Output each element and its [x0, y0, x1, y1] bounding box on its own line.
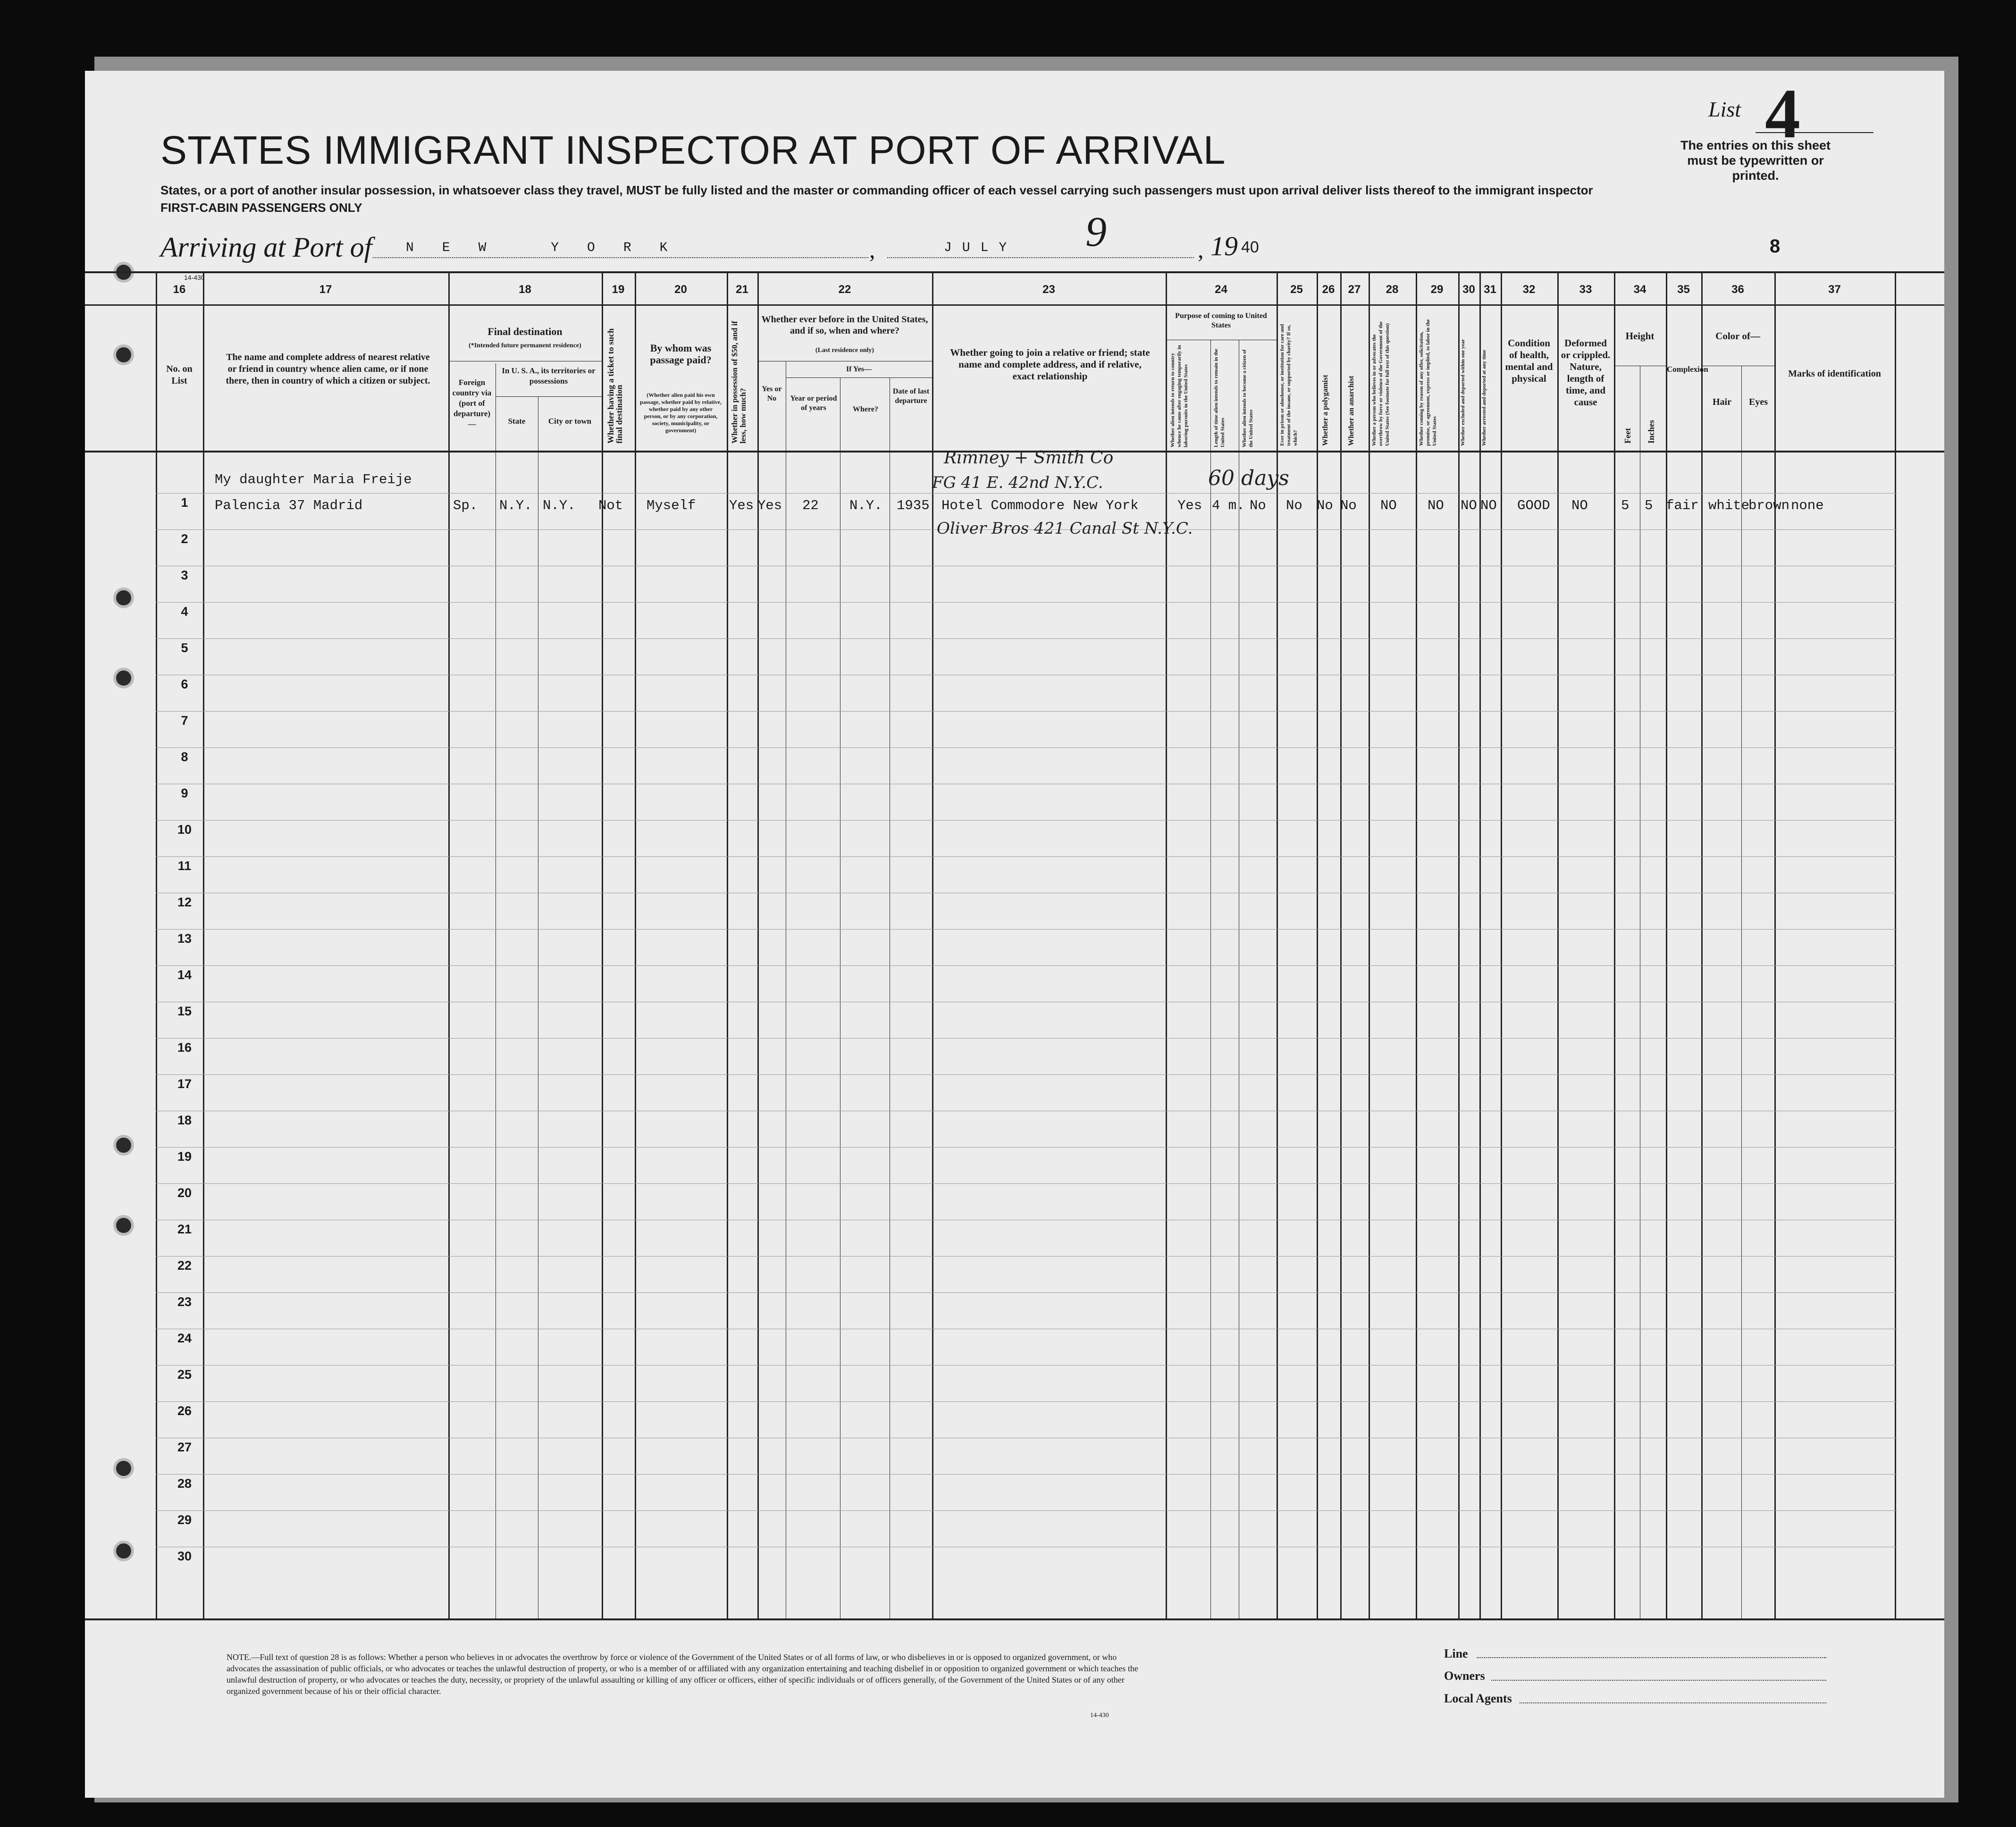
line-underline	[1477, 1657, 1826, 1658]
header-marks: Marks of identification	[1788, 369, 1881, 379]
row-number: 11	[177, 859, 192, 873]
col-line	[1701, 271, 1703, 1618]
binder-hole	[113, 1541, 134, 1561]
ever-before-value: Yes	[757, 498, 782, 513]
overthrow-value: NO	[1380, 498, 1397, 513]
column-number: 37	[1828, 283, 1841, 296]
header-year-period: Year or period of years	[790, 394, 837, 412]
column-number: 27	[1348, 283, 1361, 296]
col-line	[448, 271, 450, 1618]
column-number: 29	[1430, 283, 1444, 296]
binder-hole	[113, 344, 134, 365]
row-number: 6	[181, 677, 188, 691]
table-top-border	[85, 271, 1944, 273]
agents-label: Local Agents	[1444, 1692, 1512, 1705]
comma: ,	[869, 236, 875, 263]
col-line	[1416, 271, 1417, 1618]
row-number: 8	[181, 750, 188, 764]
return-intent-value: Yes	[1177, 498, 1202, 513]
header-overthrow: Whether a person who believes in or advocates the overthrow by force or violence of the Government of the United States (See footnote for full text of this question)	[1371, 321, 1390, 446]
relative-line1: My daughter Maria Freije	[215, 472, 412, 487]
row-number: 3	[181, 568, 188, 582]
column-number: 25	[1290, 283, 1303, 296]
header-relative-address: The name and complete address of nearest relative or friend in country whence alien came, or if none there, then in country of which a citizen or subject.	[226, 352, 430, 386]
last-departure-value: 1935	[897, 498, 930, 513]
column-number: 28	[1386, 283, 1399, 296]
year-suffix: 40	[1241, 238, 1259, 256]
row-number: 22	[177, 1258, 192, 1273]
header-purpose: Purpose of coming to United States	[1175, 312, 1267, 329]
header-where: Where?	[853, 405, 878, 413]
col-line	[1741, 366, 1742, 1618]
table-bottom-border	[85, 1618, 1944, 1620]
list-underline	[1756, 132, 1873, 133]
length-stay-value: 4 m.	[1212, 498, 1245, 513]
column-number: 34	[1633, 283, 1646, 296]
row-rule	[156, 820, 1897, 821]
header-foreign-country: Foreign country via (port of departure)—	[452, 378, 492, 428]
class-label: FIRST-CABIN PASSENGERS ONLY	[160, 201, 362, 215]
subheader-line	[496, 396, 602, 397]
column-number: 26	[1322, 283, 1335, 296]
port-value: NEW YORK	[406, 241, 696, 255]
polygamist-value: No	[1317, 498, 1333, 513]
header-eyes: Eyes	[1749, 397, 1768, 407]
header-ticket: Whether having a ticket to such final destination	[606, 328, 624, 444]
header-final-destination-note: (*Intended future permanent residence)	[469, 342, 581, 349]
col-line	[1774, 271, 1776, 1618]
excluded-value: NO	[1461, 498, 1477, 513]
col-line	[1458, 271, 1460, 1618]
manifest-sheet	[85, 71, 1944, 1798]
list-note: The entries on this sheet must be typewritten or printed.	[1680, 138, 1831, 183]
header-hair: Hair	[1713, 397, 1731, 407]
state-value: N.Y.	[499, 498, 532, 513]
row-number: 2	[181, 532, 188, 546]
deformed-value: NO	[1571, 498, 1588, 513]
row-rule	[156, 1183, 1897, 1184]
header-deformed: Deformed or crippled. Nature, length of time, and cause	[1561, 337, 1611, 408]
header-inches: Inches	[1646, 419, 1656, 444]
row-rule	[156, 602, 1897, 603]
row-rule	[156, 1074, 1897, 1075]
row-number: 13	[177, 931, 192, 946]
row-number: 5	[181, 641, 188, 655]
length-stay-handwritten: 60 days	[1208, 466, 1289, 490]
complexion-value: fair	[1666, 498, 1699, 513]
binder-hole	[113, 1458, 134, 1479]
col-line	[1210, 340, 1211, 1618]
header-passage-paid: By whom was passage paid?	[650, 342, 712, 366]
row-number: 20	[177, 1186, 192, 1200]
row-number: 28	[177, 1476, 192, 1491]
row-number: 21	[177, 1222, 192, 1236]
col-line	[757, 271, 759, 1618]
citizen-value: No	[1250, 498, 1266, 513]
row-number: 4	[181, 604, 188, 619]
footnote: NOTE.—Full text of question 28 is as follows: Whether a person who believes in or advocates the overthrow by force or violence of the Government of the United States or of all forms of law, or who disbelieves in or is opposed to organized government, or who advocates the assassination of public officials, or who advocates or teaches the unlawful destruction of property, or who is a member of or affiliated with any organization entertaining and teaching disbelief in or opposition to organized government or which teaches the unlawful destruction of property, or who advocates or teaches the duty, necessity, or propriety of the unlawful assaulting or killing of any officer or officers, either of specific individuals or of officers generally, of the Government of the United States or of any other organized government because of his or their official character.	[227, 1652, 1138, 1696]
col-line	[635, 271, 636, 1618]
column-number: 35	[1677, 283, 1690, 296]
year-prefix: 19	[1210, 231, 1238, 261]
col-line	[1895, 271, 1896, 1618]
month-value: JULY	[944, 241, 1017, 255]
row-rule	[156, 1474, 1897, 1475]
row-number: 19	[177, 1149, 192, 1164]
owners-label: Owners	[1444, 1669, 1485, 1683]
header-ever-before: Whether ever before in the United States, and if so, when and where?	[761, 314, 928, 336]
col-line	[1317, 271, 1318, 1618]
column-number: 31	[1484, 283, 1496, 296]
header-color: Color of—	[1715, 330, 1760, 342]
row-number: 27	[177, 1440, 192, 1454]
col-line	[727, 271, 728, 1618]
health-value: GOOD	[1517, 498, 1550, 513]
col-line	[1557, 271, 1559, 1618]
row-number: 25	[177, 1367, 192, 1382]
col-line	[1501, 271, 1502, 1618]
row-number: 14	[177, 968, 192, 982]
port-underline	[373, 257, 868, 258]
ticket-value: Not	[598, 498, 623, 513]
list-label: List	[1708, 97, 1741, 121]
comma: ,	[1198, 236, 1204, 263]
row-rule	[156, 493, 1897, 494]
row-rule	[156, 856, 1897, 857]
row-number: 15	[177, 1004, 192, 1018]
header-length-stay: Length of time alien intends to remain in the United States	[1213, 349, 1226, 447]
row-rule	[156, 1038, 1897, 1039]
arriving-label: Arriving at Port of	[160, 232, 372, 263]
header-polygamist: Whether a polygamist	[1321, 375, 1329, 446]
header-anarchist: Whether an anarchist	[1347, 376, 1355, 446]
header-joining: Whether going to join a relative or friend; state name and complete address, and if relative, exact relationship	[950, 347, 1150, 382]
header-ever-before-note: (Last residence only)	[815, 347, 874, 354]
passage-paid-value: Myself	[647, 498, 696, 513]
row-number: 12	[177, 895, 192, 909]
date-underline	[887, 257, 1194, 258]
city-value: N.Y.	[543, 498, 576, 513]
marks-value: none	[1791, 498, 1824, 513]
column-number: 24	[1215, 283, 1227, 296]
row-number: 23	[177, 1295, 192, 1309]
row-number: 9	[181, 786, 188, 800]
prison-value: No	[1286, 498, 1302, 513]
column-number: 22	[838, 283, 851, 296]
column-number: 18	[519, 283, 531, 296]
column-number: 33	[1579, 283, 1592, 296]
header-health: Condition of health, mental and physical	[1505, 337, 1553, 384]
header-height: Height	[1625, 330, 1655, 342]
col-line	[1369, 271, 1370, 1618]
column-number: 32	[1522, 283, 1536, 296]
row-number: 24	[177, 1331, 192, 1345]
column-number: 17	[319, 283, 332, 296]
row-rule	[156, 638, 1897, 639]
col-line	[1614, 271, 1615, 1618]
header-if-yes: If Yes—	[846, 365, 872, 373]
inches-value: 5	[1645, 498, 1653, 513]
header-complexion: Complexion	[1667, 365, 1708, 374]
header-fifty-dollars: Whether in possession of $50, and if less, how much?	[730, 321, 748, 444]
row-rule	[156, 711, 1897, 712]
agents-underline	[1520, 1702, 1826, 1703]
sheet-mark: 8	[1770, 236, 1781, 257]
row-rule	[156, 965, 1897, 966]
row-rule	[156, 1147, 1897, 1148]
subtitle: States, or a port of another insular possession, in whatsoever class they travel, MUST be fully listed and the master or commanding officer of each vessel carrying such passengers must upon arrival deliver lists thereof to the immigrant inspector	[160, 183, 1593, 197]
column-number: 36	[1731, 283, 1744, 296]
header-last-departure: Date of last departure	[892, 387, 930, 405]
col-line	[1166, 271, 1167, 1618]
where-value: N.Y.	[849, 498, 882, 513]
col-line	[1666, 271, 1667, 1618]
row-number: 16	[177, 1040, 192, 1055]
row-number: 17	[177, 1077, 192, 1091]
header-feet: Feet	[1623, 428, 1632, 444]
relative-line2: Palencia 37 Madrid	[215, 498, 363, 513]
binder-hole	[113, 668, 134, 688]
line-label: Line	[1444, 1647, 1468, 1660]
header-citizen: Whether alien intends to become a citizen of the United States	[1242, 349, 1254, 447]
column-number: 16	[173, 283, 186, 296]
anarchist-value: No	[1340, 498, 1357, 513]
header-arrested: Whether arrested and deported at any time	[1481, 350, 1487, 446]
row-rule	[156, 929, 1897, 930]
page-title: STATES IMMIGRANT INSPECTOR AT PORT OF ARRIVAL	[160, 128, 1226, 172]
header-offer-labor: Whether coming by reason of any offer, solicitation, promise, or agreement, express or implied, to labor in the United States	[1419, 319, 1437, 446]
header-no-on-list: No. on List	[166, 364, 193, 386]
fifty-dollars-value: Yes	[729, 498, 754, 513]
eyes-value: brown	[1748, 498, 1790, 513]
header-in-usa: In U. S. A., its territories or possessions	[502, 366, 596, 386]
header-passage-paid-note: (Whether alien paid his own passage, whether paid by relative, whether paid by any other person, or by any corporation, society, municipality, or government)	[640, 392, 722, 434]
header-yes-no: Yes or No	[762, 385, 782, 402]
binder-hole	[113, 1135, 134, 1156]
header-final-destination: Final destination	[487, 326, 563, 337]
header-excluded: Whether excluded and deported within one year	[1460, 339, 1466, 446]
column-number: 30	[1462, 283, 1475, 296]
row-rule	[156, 1256, 1897, 1257]
list-number: 4	[1765, 75, 1800, 153]
header-state: State	[508, 417, 526, 426]
footer-form-number: 14-430	[1090, 1712, 1109, 1719]
header-prison: Ever in prison or almshouse, or institution for care and treatment of the insane, or supported by charity? If so, which?	[1279, 324, 1298, 446]
row-number: 18	[177, 1113, 192, 1127]
joining-handwritten-3: Oliver Bros 421 Canal St N.Y.C.	[937, 519, 1193, 538]
row-number: 10	[177, 822, 192, 837]
years-value: 22	[802, 498, 819, 513]
column-number: 23	[1042, 283, 1055, 296]
binder-hole	[113, 1215, 134, 1236]
col-line	[1479, 271, 1481, 1618]
row-number: 7	[181, 713, 188, 728]
row-number: 1	[181, 495, 188, 510]
row-number: 26	[177, 1404, 192, 1418]
feet-value: 5	[1621, 498, 1630, 513]
hair-value: white	[1708, 498, 1750, 513]
binder-hole	[113, 587, 134, 608]
column-number: 20	[674, 283, 687, 296]
row-number: 30	[177, 1549, 192, 1563]
subheader-line	[786, 377, 932, 378]
joining-handwritten-2: FG 41 E. 42nd N.Y.C.	[932, 473, 1103, 492]
column-number: 19	[612, 283, 625, 296]
row-rule	[156, 1510, 1897, 1511]
row-rule	[156, 1365, 1897, 1366]
row-number: 29	[177, 1513, 192, 1527]
header-return-intent: Whether alien intends to return to country whence he came after engaging temporarily in laboring pursuits in the United States	[1170, 345, 1189, 447]
col-line	[602, 271, 603, 1618]
header-city: City or town	[548, 417, 592, 426]
arrested-value: NO	[1480, 498, 1497, 513]
row-rule	[156, 1292, 1897, 1293]
joining-typed: Hotel Commodore New York	[941, 498, 1139, 513]
offer-labor-value: NO	[1428, 498, 1444, 513]
foreign-port-value: Sp.	[453, 498, 478, 513]
column-number-border	[85, 304, 1944, 306]
row-rule	[156, 1401, 1897, 1402]
owners-underline	[1491, 1680, 1826, 1681]
col-line	[156, 271, 157, 1618]
col-line	[1340, 271, 1342, 1618]
form-number: 14-430	[184, 274, 205, 281]
column-number: 21	[736, 283, 748, 296]
row-rule	[156, 747, 1897, 748]
day-value: 9	[1085, 209, 1107, 255]
joining-handwritten-1: Rimney + Smith Co	[944, 448, 1114, 468]
